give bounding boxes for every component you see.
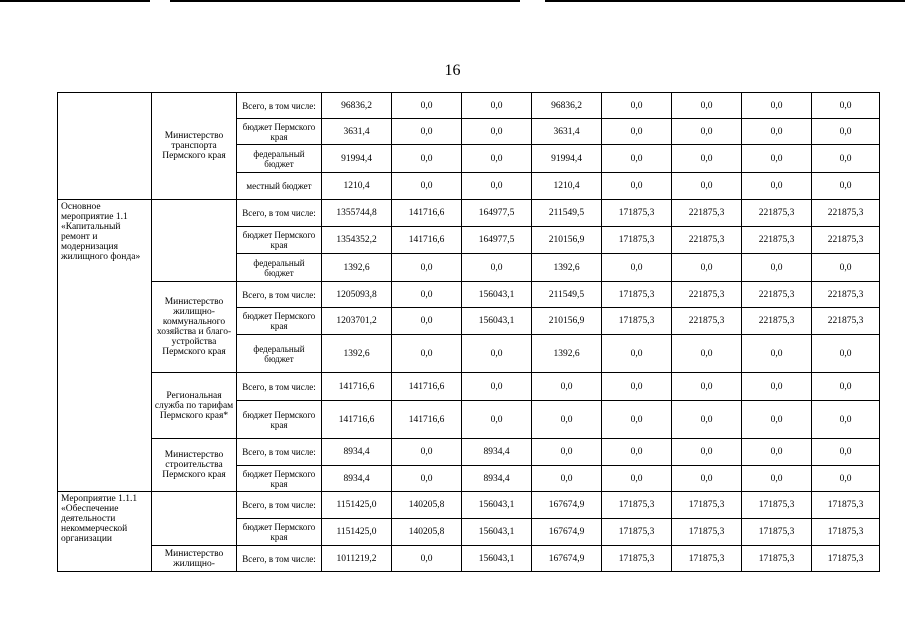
amount-cell: 3631,4 [322,119,392,145]
amount-cell: 221875,3 [672,308,742,335]
amount-cell: 0,0 [392,466,462,492]
amount-cell: 0,0 [392,546,462,572]
amount-cell: 221875,3 [742,227,812,254]
amount-cell: 0,0 [462,254,532,282]
amount-cell: 171875,3 [602,282,672,308]
amount-cell: 0,0 [742,439,812,466]
amount-cell: 141716,6 [392,401,462,439]
amount-cell: 8934,4 [462,466,532,492]
amount-cell: 0,0 [742,119,812,145]
amount-cell: 171875,3 [602,546,672,572]
amount-cell: 0,0 [602,93,672,119]
amount-cell: 0,0 [742,173,812,200]
funding-source-cell: федеральный бюджет [237,145,322,173]
amount-cell: 141716,6 [322,401,392,439]
amount-cell: 0,0 [602,145,672,173]
amount-cell: 0,0 [392,439,462,466]
amount-cell: 0,0 [672,401,742,439]
amount-cell: 1392,6 [532,335,602,373]
amount-cell: 0,0 [742,335,812,373]
amount-cell: 0,0 [462,373,532,401]
amount-cell: 171875,3 [742,519,812,546]
amount-cell: 211549,5 [532,200,602,227]
amount-cell: 141716,6 [322,373,392,401]
funding-source-cell: Всего, в том числе: [237,492,322,519]
executor-cell: Министерство жилищно- [152,546,237,572]
table-row [58,373,880,401]
amount-cell: 164977,5 [462,227,532,254]
amount-cell: 0,0 [672,173,742,200]
funding-source-cell: бюджет Пермского края [237,119,322,145]
amount-cell: 1151425,0 [322,492,392,519]
amount-cell: 0,0 [812,173,880,200]
amount-cell: 221875,3 [742,200,812,227]
amount-cell: 0,0 [812,401,880,439]
amount-cell: 156043,1 [462,519,532,546]
amount-cell: 141716,6 [392,373,462,401]
amount-cell: 0,0 [462,335,532,373]
amount-cell: 0,0 [742,373,812,401]
amount-cell: 0,0 [462,93,532,119]
amount-cell: 1355744,8 [322,200,392,227]
amount-cell: 1151425,0 [322,519,392,546]
amount-cell: 0,0 [602,401,672,439]
amount-cell: 0,0 [392,254,462,282]
amount-cell: 167674,9 [532,546,602,572]
amount-cell: 0,0 [672,254,742,282]
amount-cell: 171875,3 [812,519,880,546]
amount-cell: 0,0 [532,439,602,466]
amount-cell: 156043,1 [462,492,532,519]
amount-cell: 171875,3 [672,519,742,546]
amount-cell: 171875,3 [602,227,672,254]
amount-cell: 91994,4 [532,145,602,173]
amount-cell: 0,0 [812,466,880,492]
amount-cell: 1392,6 [532,254,602,282]
amount-cell: 0,0 [392,282,462,308]
amount-cell: 3631,4 [532,119,602,145]
funding-source-cell: бюджет Пермского края [237,401,322,439]
amount-cell: 0,0 [532,373,602,401]
amount-cell: 167674,9 [532,492,602,519]
amount-cell: 171875,3 [602,200,672,227]
funding-source-cell: Всего, в том числе: [237,546,322,572]
amount-cell: 0,0 [742,93,812,119]
funding-source-cell: Всего, в том числе: [237,373,322,401]
amount-cell: 0,0 [602,373,672,401]
funding-source-cell: бюджет Пермского края [237,227,322,254]
amount-cell: 0,0 [812,119,880,145]
amount-cell: 171875,3 [742,492,812,519]
executor-cell: Министерство транспорта Пермского края [152,93,237,200]
amount-cell: 171875,3 [812,546,880,572]
amount-cell: 171875,3 [672,546,742,572]
amount-cell: 221875,3 [672,200,742,227]
amount-cell: 0,0 [602,335,672,373]
amount-cell: 0,0 [602,466,672,492]
amount-cell: 140205,8 [392,519,462,546]
amount-cell: 0,0 [672,373,742,401]
funding-source-cell: федеральный бюджет [237,335,322,373]
amount-cell: 0,0 [392,173,462,200]
amount-cell: 171875,3 [672,492,742,519]
amount-cell: 0,0 [462,119,532,145]
measure-cell [58,93,152,200]
amount-cell: 0,0 [462,401,532,439]
executor-cell [152,492,237,546]
funding-source-cell: федеральный бюджет [237,254,322,282]
amount-cell: 141716,6 [392,227,462,254]
amount-cell: 0,0 [602,119,672,145]
amount-cell: 0,0 [392,145,462,173]
amount-cell: 141716,6 [392,200,462,227]
amount-cell: 0,0 [462,173,532,200]
measure-cell: Мероприятие 1.1.1 «Обеспечение деятельности некоммерческой организации [58,492,152,572]
amount-cell: 0,0 [672,145,742,173]
amount-cell: 221875,3 [812,308,880,335]
amount-cell: 1354352,2 [322,227,392,254]
amount-cell: 91994,4 [322,145,392,173]
amount-cell: 221875,3 [812,200,880,227]
amount-cell: 96836,2 [532,93,602,119]
funding-source-cell: бюджет Пермского края [237,308,322,335]
amount-cell: 221875,3 [812,282,880,308]
amount-cell: 171875,3 [602,308,672,335]
amount-cell: 0,0 [392,308,462,335]
amount-cell: 210156,9 [532,308,602,335]
amount-cell: 0,0 [742,401,812,439]
amount-cell: 0,0 [672,335,742,373]
page-number: 16 [444,62,461,79]
table-body [58,93,880,572]
amount-cell: 1011219,2 [322,546,392,572]
amount-cell: 0,0 [812,335,880,373]
table-row [58,546,880,572]
executor-cell: Министерство жилищно-коммунального хозяйства и благо-устройства Пермского края [152,282,237,373]
amount-cell: 0,0 [602,439,672,466]
table-row [58,93,880,119]
amount-cell: 8934,4 [462,439,532,466]
funding-source-cell: бюджет Пермского края [237,466,322,492]
amount-cell: 210156,9 [532,227,602,254]
amount-cell: 8934,4 [322,466,392,492]
amount-cell: 1205093,8 [322,282,392,308]
amount-cell: 0,0 [812,93,880,119]
amount-cell: 221875,3 [812,227,880,254]
amount-cell: 0,0 [812,373,880,401]
funding-source-cell: Всего, в том числе: [237,439,322,466]
executor-cell [152,200,237,282]
amount-cell: 8934,4 [322,439,392,466]
funding-source-cell: местный бюджет [237,173,322,200]
amount-cell: 171875,3 [602,519,672,546]
amount-cell: 1392,6 [322,335,392,373]
amount-cell: 0,0 [532,401,602,439]
amount-cell: 1392,6 [322,254,392,282]
amount-cell: 0,0 [602,254,672,282]
amount-cell: 0,0 [672,93,742,119]
amount-cell: 221875,3 [742,282,812,308]
amount-cell: 171875,3 [742,546,812,572]
amount-cell: 1203701,2 [322,308,392,335]
amount-cell: 171875,3 [602,492,672,519]
amount-cell: 221875,3 [742,308,812,335]
amount-cell: 0,0 [672,466,742,492]
amount-cell: 221875,3 [672,227,742,254]
table-row [58,282,880,308]
amount-cell: 1210,4 [322,173,392,200]
funding-source-cell: Всего, в том числе: [237,200,322,227]
amount-cell: 0,0 [672,119,742,145]
amount-cell: 0,0 [392,335,462,373]
amount-cell: 156043,1 [462,546,532,572]
funding-source-cell: бюджет Пермского края [237,519,322,546]
amount-cell: 0,0 [812,439,880,466]
amount-cell: 0,0 [392,119,462,145]
amount-cell: 0,0 [392,93,462,119]
amount-cell: 0,0 [602,173,672,200]
amount-cell: 0,0 [462,145,532,173]
budget-table [57,92,880,572]
table-row [58,492,880,519]
amount-cell: 211549,5 [532,282,602,308]
table-row [58,439,880,466]
amount-cell: 0,0 [742,254,812,282]
funding-source-cell: Всего, в том числе: [237,93,322,119]
amount-cell: 156043,1 [462,308,532,335]
top-rule [0,0,905,2]
amount-cell: 0,0 [742,466,812,492]
amount-cell: 167674,9 [532,519,602,546]
amount-cell: 0,0 [742,145,812,173]
amount-cell: 171875,3 [812,492,880,519]
amount-cell: 140205,8 [392,492,462,519]
amount-cell: 96836,2 [322,93,392,119]
amount-cell: 164977,5 [462,200,532,227]
amount-cell: 0,0 [812,145,880,173]
measure-cell: Основное мероприятие 1.1 «Капитальный ремонт и модернизация жилищного фонда» [58,200,152,492]
table-row [58,200,880,227]
amount-cell: 1210,4 [532,173,602,200]
amount-cell: 0,0 [672,439,742,466]
amount-cell: 156043,1 [462,282,532,308]
executor-cell: Региональная служба по тарифам Пермского края* [152,373,237,439]
amount-cell: 0,0 [532,466,602,492]
amount-cell: 0,0 [812,254,880,282]
amount-cell: 221875,3 [672,282,742,308]
executor-cell: Министерство строительства Пермского края [152,439,237,492]
funding-source-cell: Всего, в том числе: [237,282,322,308]
